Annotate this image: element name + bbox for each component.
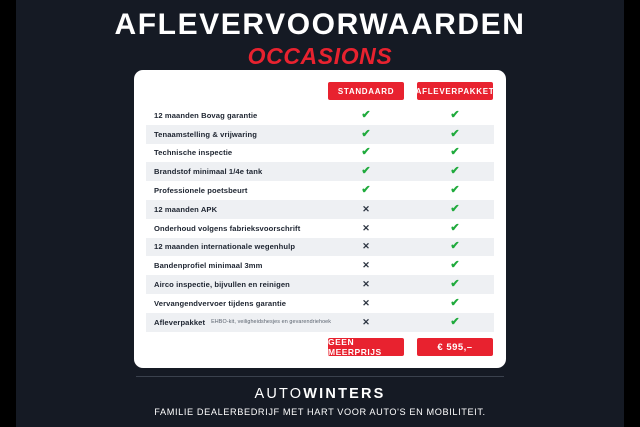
row-label: 12 maanden APK	[154, 204, 218, 214]
table-row	[146, 106, 494, 125]
check-icon: ✔	[450, 296, 460, 309]
check-icon: ✔	[450, 221, 460, 234]
cross-icon: ✕	[362, 203, 370, 214]
page-subtitle: OCCASIONS	[247, 43, 393, 69]
price-standaard: GEEN MEERPRIJS	[328, 338, 404, 356]
row-label: Professionele poetsbeurt	[154, 186, 248, 196]
table-row	[146, 256, 494, 275]
row-label: Airco inspectie, bijvullen en reinigen	[154, 280, 290, 290]
table-row	[146, 144, 494, 163]
brand-footer	[0, 385, 640, 417]
row-label: Afleverpakket EHBO-kit, veiligheidshesjes en gevarendriehoek	[154, 317, 332, 327]
price-afleverpakket: € 595,–	[417, 338, 493, 356]
poster-header	[0, 8, 640, 69]
brand-name-light: AUTO	[254, 386, 304, 402]
conditions-card	[134, 70, 506, 368]
cross-icon: ✕	[362, 279, 370, 290]
table-row	[146, 219, 494, 238]
table-row	[146, 313, 494, 332]
check-icon: ✔	[450, 202, 460, 215]
check-icon: ✔	[450, 240, 460, 253]
row-label: Technische inspectie	[154, 148, 233, 158]
row-note: EHBO-kit, veiligheidshesjes en gevarendriehoek	[211, 319, 332, 326]
letterbox-left	[0, 0, 16, 427]
cross-icon: ✕	[362, 297, 370, 308]
table-row	[146, 238, 494, 257]
check-icon: ✔	[361, 108, 371, 121]
row-label: Vervangendvervoer tijdens garantie	[154, 298, 287, 308]
check-icon: ✔	[450, 108, 460, 121]
check-icon: ✔	[450, 165, 460, 178]
brand-tagline: FAMILIE DEALERBEDRIJF MET HART VOOR AUTO'S EN MOBILITEIT.	[154, 407, 486, 417]
brand-name	[0, 385, 640, 403]
check-icon: ✔	[450, 259, 460, 272]
column-header-standaard: STANDAARD	[328, 82, 404, 100]
conditions-table	[146, 106, 494, 332]
check-icon: ✔	[361, 184, 371, 197]
cross-icon: ✕	[362, 260, 370, 271]
table-row	[146, 181, 494, 200]
cross-icon: ✕	[362, 316, 370, 327]
row-label: Bandenprofiel minimaal 3mm	[154, 261, 263, 271]
table-row	[146, 125, 494, 144]
check-icon: ✔	[450, 184, 460, 197]
footer-divider	[136, 376, 504, 377]
check-icon: ✔	[450, 127, 460, 140]
check-icon: ✔	[450, 278, 460, 291]
table-row	[146, 162, 494, 181]
check-icon: ✔	[361, 165, 371, 178]
check-icon: ✔	[450, 146, 460, 159]
cross-icon: ✕	[362, 241, 370, 252]
letterbox-right	[624, 0, 640, 427]
table-row	[146, 275, 494, 294]
table-column-headers	[134, 70, 506, 102]
column-header-afleverpakket: AFLEVERPAKKET	[417, 82, 493, 100]
cross-icon: ✕	[362, 222, 370, 233]
check-icon: ✔	[361, 127, 371, 140]
brand-name-bold: WINTERS	[303, 386, 386, 402]
table-footer	[134, 338, 506, 358]
row-label: 12 maanden internationale wegenhulp	[154, 242, 296, 252]
row-label: Onderhoud volgens fabrieksvoorschrift	[154, 223, 301, 233]
check-icon: ✔	[361, 146, 371, 159]
table-row	[146, 200, 494, 219]
row-label: Brandstof minimaal 1/4e tank	[154, 167, 263, 177]
table-row	[146, 294, 494, 313]
row-label: Tenaamstelling & vrijwaring	[154, 129, 257, 139]
row-label: 12 maanden Bovag garantie	[154, 110, 258, 120]
page-title: AFLEVERVOORWAARDEN	[114, 8, 526, 41]
check-icon: ✔	[450, 315, 460, 328]
